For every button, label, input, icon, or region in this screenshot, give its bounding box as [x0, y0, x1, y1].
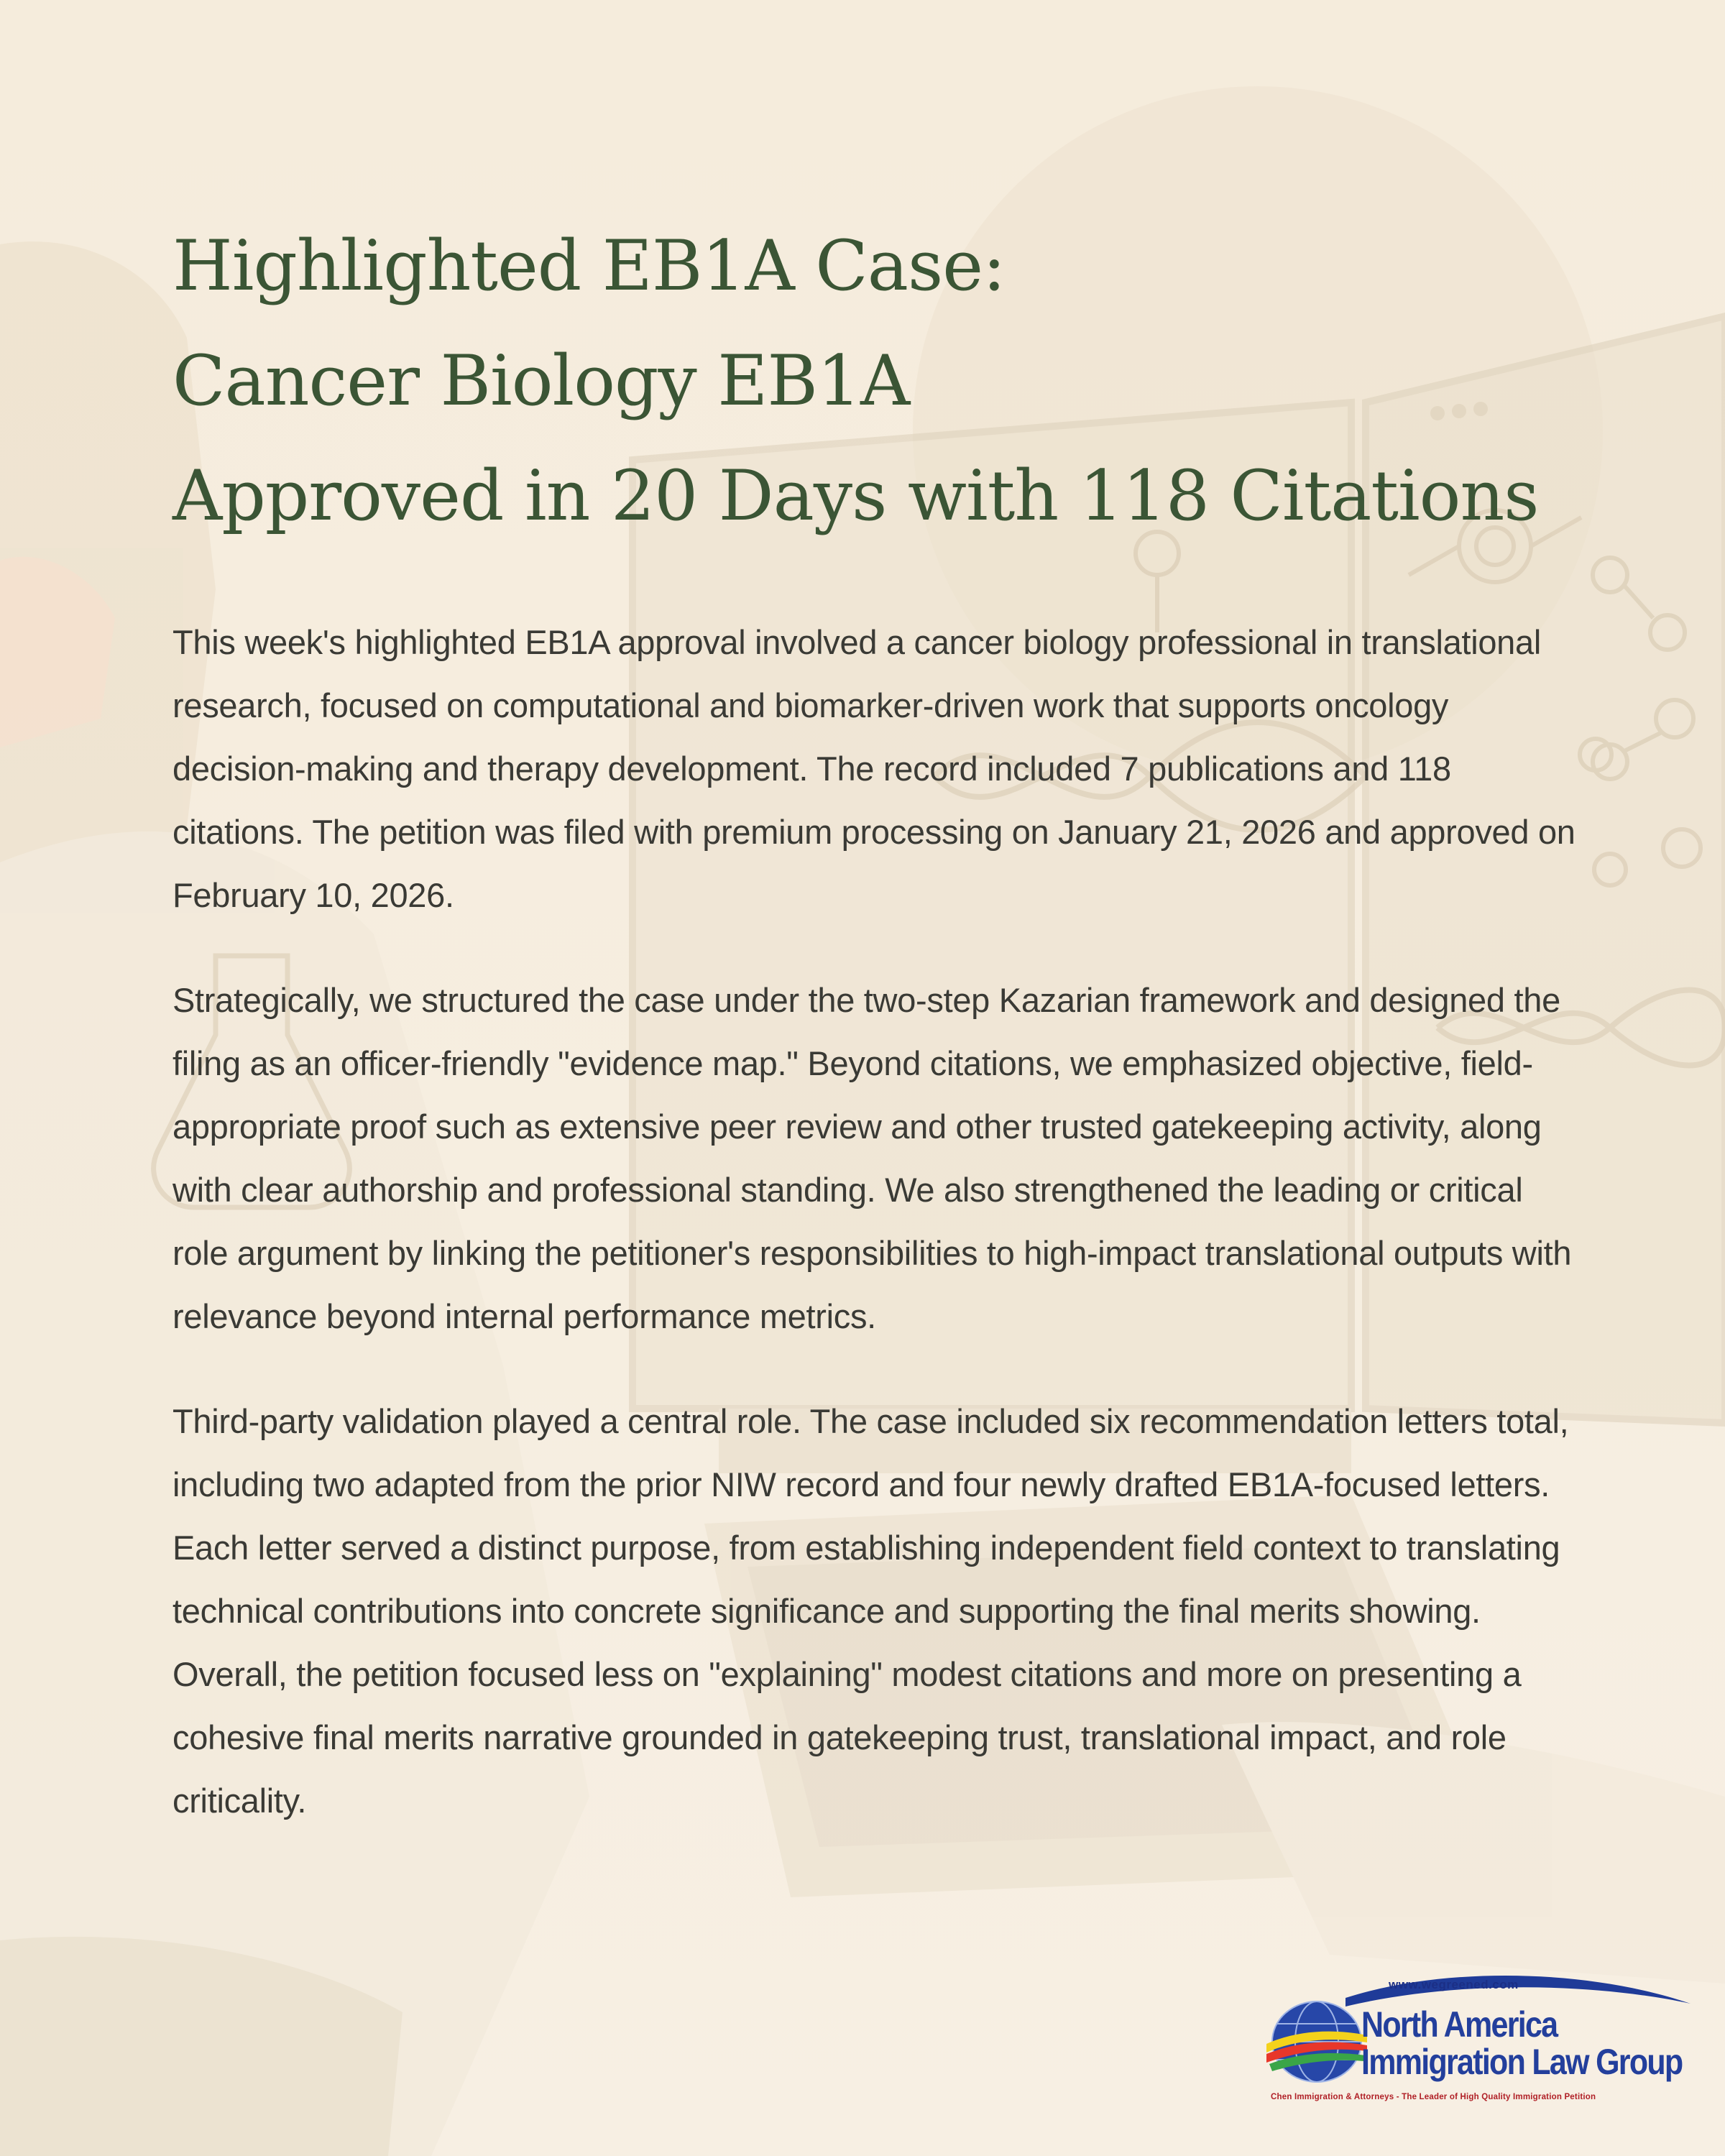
main-content: [172, 208, 1581, 1874]
title-line-2: Cancer Biology EB1A: [172, 341, 910, 421]
logo-name-line-2: Immigration Law Group: [1361, 2042, 1683, 2082]
logo-name-line-1: North America: [1361, 2004, 1558, 2045]
company-logo: [1259, 1969, 1705, 2142]
title-line-3: Approved in 20 Days with 118 Citations: [172, 456, 1539, 536]
logo-tagline: Chen Immigration & Attorneys - The Leader of High Quality Immigration Petition: [1271, 2093, 1596, 2101]
paragraph-strategy: Strategically, we structured the case under the two-step Kazarian framework and designed the filing as an officer-friendly "evidence map." Beyond citations, we emphasized objective, field-appropriate proof such as extensive peer review and other trusted gatekeeping activity, along with clear authorship and professional standing. We also strengthened the leading or critical role argument by linking the petitioner's responsibilities to high-impact translational outputs with relevance beyond internal performance metrics.: [172, 981, 1572, 1335]
paragraph-validation: Third-party validation played a central role. The case included six recommendation letters total, including two adapted from the prior NIW record and four newly drafted EB1A-focused letters. Each letter served a distinct purpose, from establishing independent field context to translating technical contributions into concrete significance and supporting the final merits showing. Overall, the petition focused less on "explaining" modest citations and more on presenting a cohesive final merits narrative grounded in gatekeeping trust, translational impact, and role criticality.: [172, 1402, 1569, 1820]
logo-url: www.wegreened.com: [1389, 1978, 1519, 1991]
globe-icon: [1266, 1996, 1367, 2087]
title-line-1: Highlighted EB1A Case:: [172, 226, 1006, 306]
page-title: [172, 208, 1581, 553]
paragraph-case-summary: This week's highlighted EB1A approval involved a cancer biology professional in translational research, focused on computational and biomarker-driven work that supports oncology decision-making and therapy development. The record included 7 publications and 118 citations. The petition was filed with premium processing on January 21, 2026 and approved on February 10, 2026.: [172, 623, 1576, 914]
